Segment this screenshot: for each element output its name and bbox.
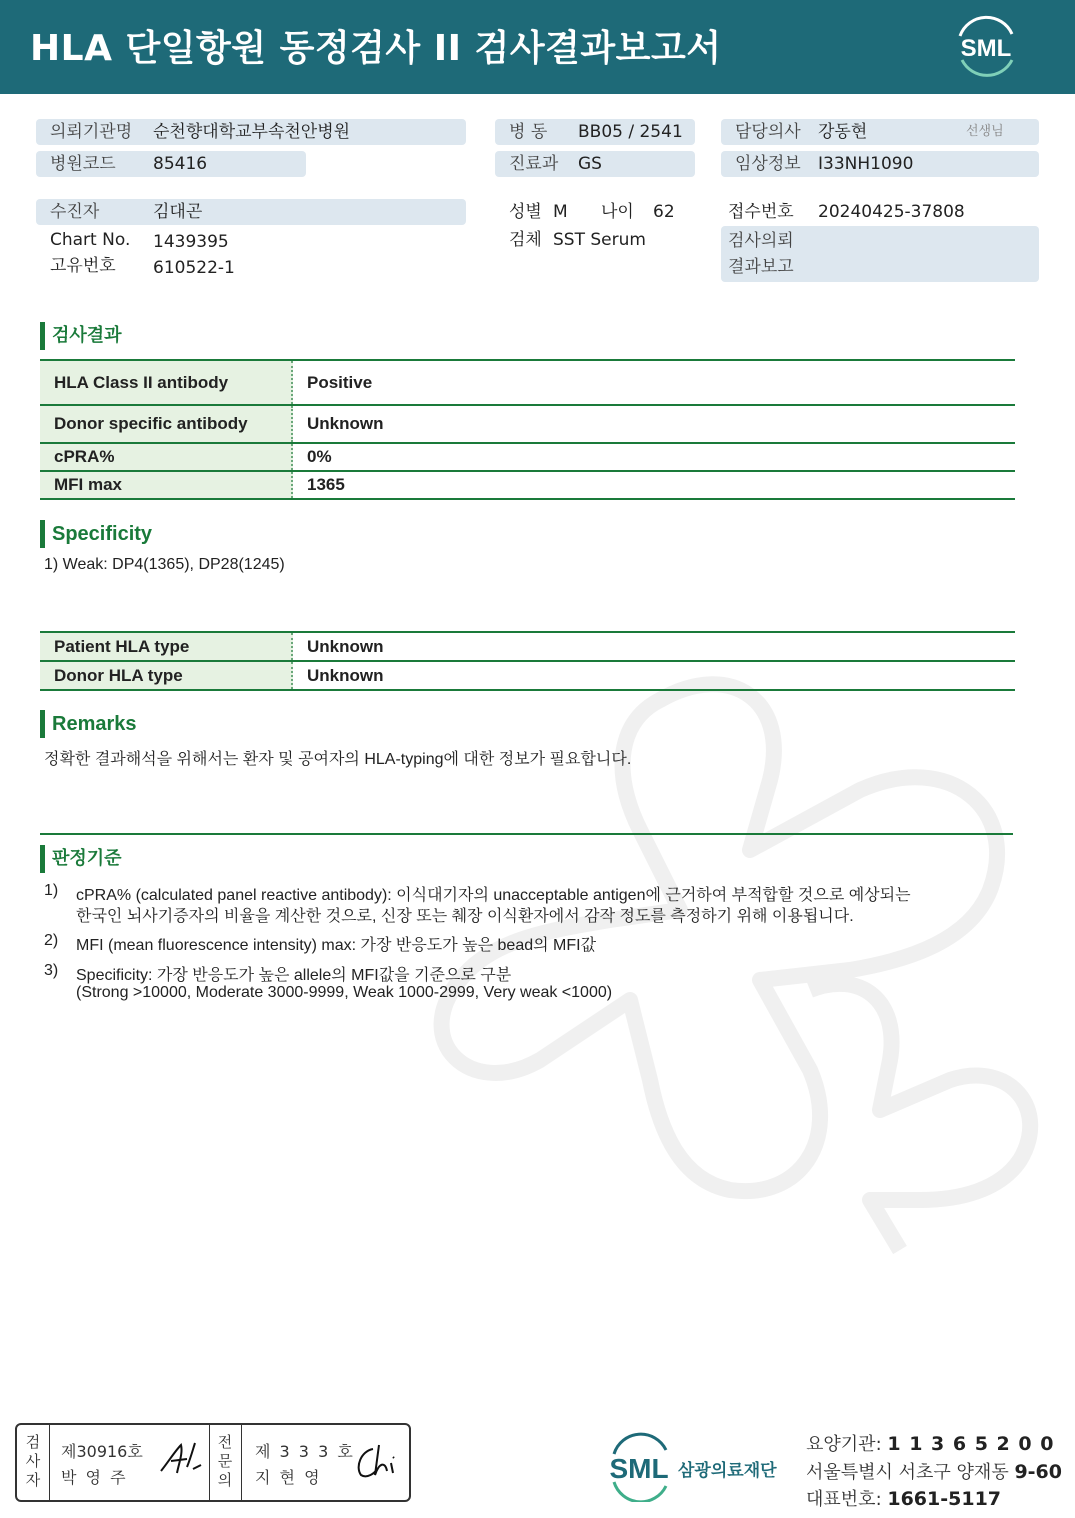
department-value: GS <box>578 154 602 174</box>
hospital-code-value: 85416 <box>153 154 208 174</box>
criteria-line: (Strong >10000, Moderate 3000-9999, Weak 1000-2999, Very weak <1000) <box>76 984 613 1001</box>
criteria-line: MFI (mean fluorescence intensity) max: 가장 반응도가 높은 bead의 MFI값 <box>76 937 597 954</box>
hla-type-value: Unknown <box>307 666 384 685</box>
ward-label: 병 동 <box>509 122 548 142</box>
specificity-text: 1) Weak: DP4(1365), DP28(1245) <box>44 556 285 573</box>
receipt-no-value: 20240425-37808 <box>818 202 965 222</box>
sex-value: M <box>553 202 568 222</box>
criteria-section-title: 판정기준 <box>40 845 122 873</box>
request-report-field <box>721 226 1039 282</box>
department-field <box>495 151 695 177</box>
criteria-num: 3) <box>44 962 59 979</box>
hla-type-table <box>40 631 1015 691</box>
svg-text:SML: SML <box>609 1453 669 1484</box>
unique-no-value: 610522-1 <box>153 258 235 278</box>
report-label: 결과보고 <box>728 257 794 277</box>
ward-field <box>495 119 695 145</box>
department-label: 진료과 <box>509 154 559 174</box>
report-title: HLA 단일항원 동정검사 II 검사결과보고서 <box>30 28 722 69</box>
result-value: Positive <box>307 373 373 392</box>
hospital-code-label: 병원코드 <box>50 154 116 174</box>
signature-box <box>15 1423 411 1502</box>
criteria-line: 한국인 뇌사기증자의 비율을 계산한 것으로, 신장 또는 췌장 이식환자에서 감작 정도를 측정하기 위해 이용됩니다. <box>76 908 854 925</box>
chart-no-value: 1439395 <box>153 232 229 252</box>
examiner-license: 제30916호 <box>61 1442 143 1461</box>
age-value: 62 <box>653 202 675 222</box>
result-value: Unknown <box>307 414 384 433</box>
specimen-value: SST Serum <box>553 230 646 250</box>
examiner-label: 검 사 자 <box>25 1433 41 1489</box>
examiner-signature-icon <box>157 1439 207 1479</box>
specialist-signature-icon <box>351 1441 401 1481</box>
specialist-name: 지 현 영 <box>255 1468 322 1487</box>
result-value: 1365 <box>307 475 345 494</box>
hla-type-key: Donor HLA type <box>40 662 293 689</box>
age-label: 나이 <box>601 202 634 222</box>
result-value: 0% <box>307 447 332 466</box>
table-row <box>40 361 1015 406</box>
divider <box>49 1425 50 1500</box>
criteria-line: Specificity: 가장 반응도가 높은 allele의 MFI값을 기준으로 구분 <box>76 967 512 984</box>
ward-value: BB05 / 2541 <box>578 122 683 142</box>
svg-text:삼광의료재단: 삼광의료재단 <box>678 1461 777 1481</box>
doctor-label: 담당의사 <box>735 122 801 142</box>
examiner-name: 박 영 주 <box>61 1468 128 1487</box>
care-institution-number: 요양기관: 1 1 3 6 5 2 0 0 <box>806 1433 1055 1455</box>
table-row <box>40 662 1015 691</box>
results-section-title: 검사결과 <box>40 322 122 350</box>
institution-field <box>36 119 466 145</box>
patient-field <box>36 199 466 225</box>
institution-label: 의뢰기관명 <box>50 122 133 142</box>
table-row <box>40 472 1015 500</box>
hla-type-key: Patient HLA type <box>40 633 293 660</box>
unique-no-label: 고유번호 <box>50 256 116 276</box>
specialist-label: 전 문 의 <box>217 1433 233 1489</box>
footer-address: 서울특별시 서초구 양재동 9-60 <box>806 1461 1062 1483</box>
divider <box>241 1425 242 1500</box>
criteria-num: 2) <box>44 932 59 949</box>
doctor-suffix: 선생님 <box>966 124 1004 139</box>
criteria-num: 1) <box>44 882 59 899</box>
sml-logo-icon <box>950 14 1022 80</box>
specialist-license: 제 3 3 3 호 <box>255 1442 355 1461</box>
criteria-line: cPRA% (calculated panel reactive antibody): 이식대기자의 unacceptable antigen에 근거하여 부적합할 것으로 예상되는 <box>76 887 911 904</box>
table-row <box>40 406 1015 444</box>
footer-sml-logo-icon <box>606 1432 796 1502</box>
svg-text:SML: SML <box>960 35 1012 62</box>
chart-no-label: Chart No. <box>50 230 131 250</box>
sex-label: 성별 <box>509 202 542 222</box>
divider <box>209 1425 210 1500</box>
result-key: MFI max <box>40 472 293 498</box>
doctor-value: 강동현 <box>818 122 868 142</box>
specificity-section-title: Specificity <box>40 520 152 548</box>
patient-value: 김대곤 <box>153 202 203 222</box>
clinical-info-field <box>721 151 1039 177</box>
institution-value: 순천향대학교부속천안병원 <box>153 122 351 142</box>
patient-label: 수진자 <box>50 202 100 222</box>
divider <box>40 833 1013 835</box>
results-table <box>40 359 1015 500</box>
table-row <box>40 444 1015 472</box>
receipt-no-label: 접수번호 <box>728 202 794 222</box>
result-key: Donor specific antibody <box>40 406 293 442</box>
clinical-info-label: 임상정보 <box>735 154 801 174</box>
result-key: HLA Class II antibody <box>40 361 293 404</box>
table-row <box>40 633 1015 662</box>
request-label: 검사의뢰 <box>728 231 794 251</box>
specimen-label: 검체 <box>509 230 542 250</box>
hospital-code-field <box>36 151 306 177</box>
doctor-field <box>721 119 1039 145</box>
report-header <box>0 0 1075 94</box>
remarks-text: 정확한 결과해석을 위해서는 환자 및 공여자의 HLA-typing에 대한 정보가 필요합니다. <box>44 751 632 768</box>
clinical-info-value: I33NH1090 <box>818 154 914 174</box>
remarks-section-title: Remarks <box>40 710 137 738</box>
hla-type-value: Unknown <box>307 637 384 656</box>
footer-phone: 대표번호: 1661-5117 <box>806 1488 1002 1510</box>
result-key: cPRA% <box>40 444 293 470</box>
criteria-list <box>44 882 1004 1012</box>
